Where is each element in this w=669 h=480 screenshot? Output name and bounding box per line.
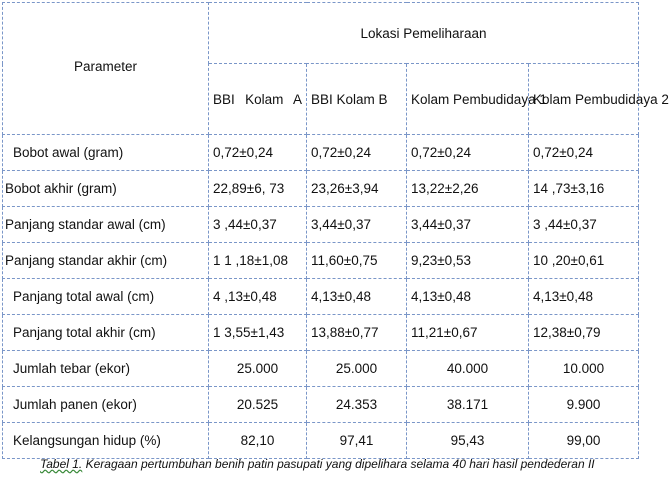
row-param: Jumlah panen (ekor) xyxy=(3,387,209,423)
cell-value: 13,88±0,77 xyxy=(307,315,407,351)
cell-value: 10 ,20±0,61 xyxy=(529,243,639,279)
cell-value: 3 ,44±0,37 xyxy=(209,207,307,243)
cell-value: 3,44±0,37 xyxy=(307,207,407,243)
table-row xyxy=(3,387,639,423)
cell-value: 20.525 xyxy=(209,387,307,423)
row-param: Jumlah tebar (ekor) xyxy=(3,351,209,387)
cell-value: 14 ,73±3,16 xyxy=(529,171,639,207)
cell-value: 24.353 xyxy=(307,387,407,423)
row-param: Panjang standar awal (cm) xyxy=(3,207,209,243)
row-param: Panjang total akhir (cm) xyxy=(3,315,209,351)
header-location-pembudidaya-1: Kolam Pembudidaya 1 xyxy=(407,64,529,135)
cell-value: 4,13±0,48 xyxy=(407,279,529,315)
cell-value: 11,21±0,67 xyxy=(407,315,529,351)
cell-value: 4 ,13±0,48 xyxy=(209,279,307,315)
cell-value: 10.000 xyxy=(529,351,639,387)
header-row-1 xyxy=(3,3,639,64)
table-row xyxy=(3,351,639,387)
cell-value: 0,72±0,24 xyxy=(407,135,529,171)
table-row xyxy=(3,171,639,207)
row-param: Bobot awal (gram) xyxy=(3,135,209,171)
cell-value: 12,38±0,79 xyxy=(529,315,639,351)
cell-value: 38.171 xyxy=(407,387,529,423)
cell-value: 40.000 xyxy=(407,351,529,387)
table-row xyxy=(3,207,639,243)
cell-value: 0,72±0,24 xyxy=(307,135,407,171)
header-location-pembudidaya-2: Kolam Pembudidaya 2 xyxy=(529,64,639,135)
row-param: Panjang standar akhir (cm) xyxy=(3,243,209,279)
cell-value: 13,22±2,26 xyxy=(407,171,529,207)
cell-value: 4,13±0,48 xyxy=(529,279,639,315)
cell-value: 1 1 ,18±1,08 xyxy=(209,243,307,279)
table-row xyxy=(3,423,639,459)
header-location-bbi-b: BBI Kolam B xyxy=(307,64,407,135)
cell-value: 3,44±0,37 xyxy=(407,207,529,243)
cell-value: 95,43 xyxy=(407,423,529,459)
header-location-bbi-a: BBI Kolam A xyxy=(209,64,307,135)
cell-value: 99,00 xyxy=(529,423,639,459)
table-row xyxy=(3,135,639,171)
table-caption xyxy=(40,457,640,471)
cell-value: 0,72±0,24 xyxy=(529,135,639,171)
cell-value: 23,26±3,94 xyxy=(307,171,407,207)
table-row xyxy=(3,279,639,315)
caption-text: Keragaan pertumbuhan benih patin pasupati yang dipelihara selama 40 hari hasil pendederan II xyxy=(82,457,595,471)
row-param: Kelangsungan hidup (%) xyxy=(3,423,209,459)
growth-performance-table xyxy=(2,2,669,459)
cell-value: 97,41 xyxy=(307,423,407,459)
cell-value: 1 3,55±1,43 xyxy=(209,315,307,351)
table-row xyxy=(3,243,639,279)
cell-value: 22,89±6, 73 xyxy=(209,171,307,207)
row-param: Panjang total awal (cm) xyxy=(3,279,209,315)
cell-value: 4,13±0,48 xyxy=(307,279,407,315)
cell-value: 9,23±0,53 xyxy=(407,243,529,279)
header-location-group: Lokasi Pemeliharaan xyxy=(209,3,639,64)
cell-value: 25.000 xyxy=(209,351,307,387)
header-parameter-label: Parameter xyxy=(73,59,138,74)
cell-value: 25.000 xyxy=(307,351,407,387)
caption-label: Tabel 1. xyxy=(40,457,83,471)
cell-value: 82,10 xyxy=(209,423,307,459)
row-param: Bobot akhir (gram) xyxy=(3,171,209,207)
header-parameter xyxy=(3,3,209,135)
data-table-container xyxy=(2,2,669,451)
cell-value: 3 ,44±0,37 xyxy=(529,207,639,243)
cell-value: 0,72±0,24 xyxy=(209,135,307,171)
cell-value: 11,60±0,75 xyxy=(307,243,407,279)
cell-value: 9.900 xyxy=(529,387,639,423)
table-row xyxy=(3,315,639,351)
